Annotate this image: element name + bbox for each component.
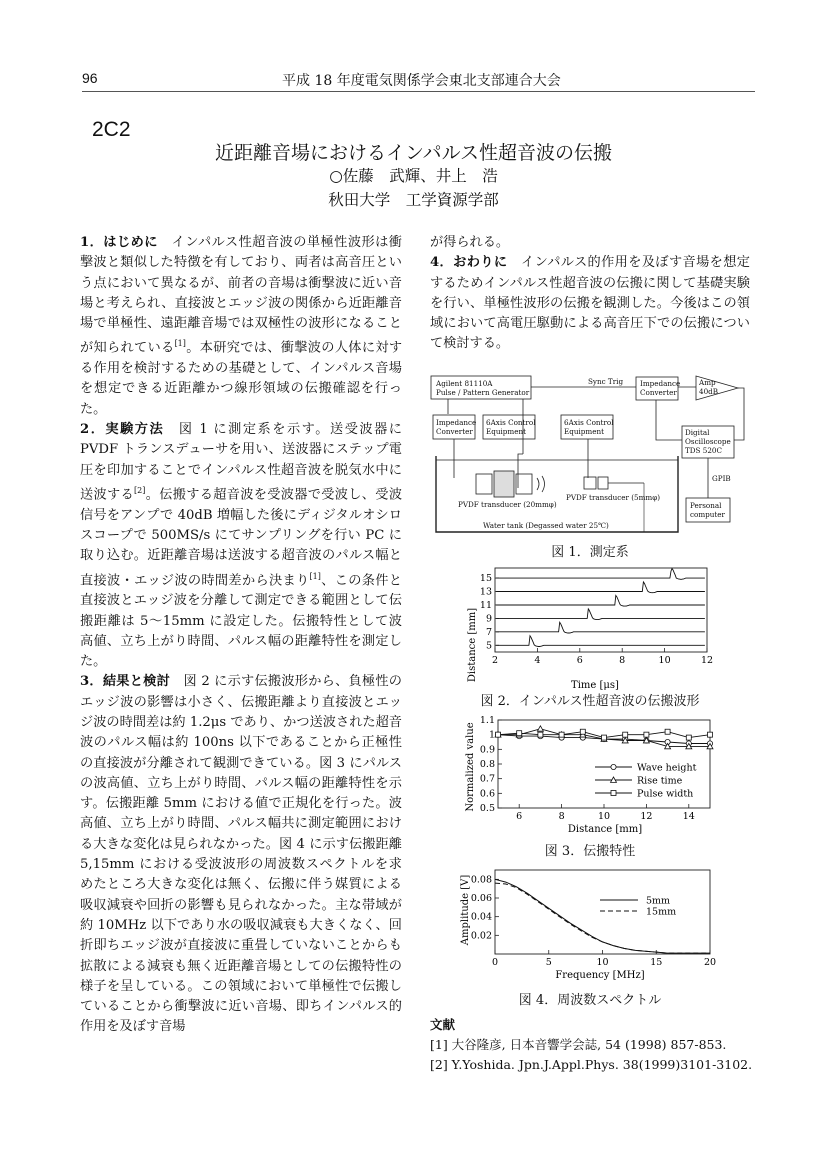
x-tick-label: 15 xyxy=(650,957,663,968)
y-tick-label: 13 xyxy=(479,586,492,598)
y-tick-label: 0.04 xyxy=(470,911,492,923)
section-3 xyxy=(80,672,402,1037)
y-tick-label: 9 xyxy=(485,613,492,625)
pc-label-2: computer xyxy=(690,510,725,519)
x-tick-label: 10 xyxy=(658,655,671,666)
y-axis-label: Normalized value xyxy=(465,722,476,812)
references-heading: 文献 xyxy=(430,1017,456,1032)
x-tick-label: 12 xyxy=(700,655,714,666)
paper-title: 近距離音場におけるインパルス性超音波の伝搬 xyxy=(214,142,613,164)
pulse-gen-label: Pulse / Pattern Generator xyxy=(436,388,530,397)
x-tick-label: 10 xyxy=(597,811,611,822)
data-point xyxy=(537,726,543,731)
data-point xyxy=(602,735,607,740)
legend-label: Rise time xyxy=(637,775,683,787)
agilent-label: Agilent 81110A xyxy=(436,379,493,388)
citation: [1] xyxy=(174,339,186,349)
x-tick-label: 0 xyxy=(491,957,499,968)
y-tick-label: 0.06 xyxy=(470,893,492,904)
legend-label: Pulse width xyxy=(637,788,694,800)
section-1-text-2: 。本研究では、衝撃波の人体に対する作用を検討するための基礎として、インパルス音場を想定できる近距離かつ線形領域の伝搬確認を行った。 xyxy=(80,340,403,417)
data-point xyxy=(623,732,628,737)
section-1-text: インパルス性超音波の単極性波形は衝撃波と類似した特徴を有しており、両者は高音圧という点において異なるが、前者の音場は衝撃波に近い音場と考えられ、直接波とエッジ波の関係から近距離音場で単極性、遠距離音場では双極性の波形になることが知られている xyxy=(80,235,402,356)
x-tick-label: 20 xyxy=(703,957,717,968)
y-tick-label: 11 xyxy=(479,599,492,611)
waveform-trace xyxy=(496,622,705,633)
page-number: 96 xyxy=(82,70,98,86)
data-point xyxy=(708,732,713,737)
citation: [1] xyxy=(309,571,321,581)
header-rule xyxy=(82,91,755,92)
y-tick-label: 1.1 xyxy=(479,715,495,726)
x-axis-label: Frequency [MHz] xyxy=(555,970,645,981)
plot-frame xyxy=(495,568,707,652)
data-point xyxy=(580,729,585,734)
x-tick-label: 12 xyxy=(640,811,653,822)
section-2 xyxy=(80,420,402,672)
data-point xyxy=(538,732,543,737)
waveform-trace xyxy=(496,636,705,647)
waveform-trace xyxy=(496,569,705,580)
references xyxy=(430,1015,760,1075)
x-tick-label: 10 xyxy=(596,957,609,968)
y-tick-label: 0.8 xyxy=(479,759,495,770)
right-column xyxy=(430,233,750,355)
reference-1: [1] 大谷隆彦, 日本音響学会誌, 54 (1998) 857-853. xyxy=(430,1037,727,1052)
data-point xyxy=(665,729,670,734)
figure-2-chart xyxy=(440,560,750,690)
pc-label-1: Personal xyxy=(690,501,722,510)
control-label-2b: Equipment xyxy=(564,427,604,436)
data-point xyxy=(517,731,522,736)
data-point xyxy=(559,732,564,737)
paper-authors: ○佐藤 武輝、井上 浩 xyxy=(329,167,498,185)
section-3-text: 図 2 に示す伝搬波形から、負極性のエッジ波の影響は小さく、伝搬距離より直接波とエッジ波の時間差は約 1.2μs であり、かつ送波された超音波のパルス幅は約 100ns 以下であることから正極性の直接波が分離されて観測できている。図 3 にパルスの波高値、立ち上がり時間、パルス幅の距離特性を示す。伝搬距離 5mm における値で正規化を行った。波高値、立ち上がり時間、パルス幅共に測定範囲における大きな変化は見られなかった。図 4 に示す伝搬距離 5,15mm における受波波形の周波数スペクトルを求めたところ大きな変化は無く、伝搬に伴う媒質による吸収減衰や回折の影響も見られなかった。主な帯域が約 10MHz 以下であり水の吸収減衰も大きくなく、回折即ちエッジ波が直接波に重畳していないことからも拡散による減衰も無く近距離音場としての伝搬特性の様子を呈している。この領域において単極性で伝搬していることから衝撃波に近い音場、即ちインパルス的作用を及ぼす音場 xyxy=(80,674,402,1035)
legend-marker xyxy=(611,764,616,769)
transducer-20mm-label: PVDF transducer (20mmφ) xyxy=(458,500,557,509)
control-label-1a: 6Axis Control xyxy=(486,418,536,427)
x-tick-label: 8 xyxy=(619,655,626,666)
figure-3-chart xyxy=(440,712,750,837)
control-label-1b: Equipment xyxy=(486,427,526,436)
figure-2-caption: 図 2．インパルス性超音波の伝搬波形 xyxy=(480,694,700,709)
section-4 xyxy=(430,253,750,354)
section-2-text-2: 。伝搬する超音波を受波器で受波し、受波信号をアンプで 40dB 増幅した後にディジタルオシロスコープで 500MS/s にてサンプリングを行い PC に取り込む。近距離音場は送波する超音波のパルス幅と直接波・エッジ波の時間差から決まり xyxy=(80,487,403,588)
figure-1-caption: 図 1．測定系 xyxy=(551,545,629,560)
impedance-label-2a: Impedance xyxy=(436,418,477,427)
amp-label-2: 40dB xyxy=(699,387,719,396)
x-tick-label: 8 xyxy=(558,811,565,822)
running-head: 平成 18 年度電気関係学会東北支部連合大会 xyxy=(282,73,561,89)
osc-label-1: Digital xyxy=(685,428,710,437)
y-tick-label: 0.6 xyxy=(479,788,495,800)
x-tick-label: 2 xyxy=(491,655,499,666)
impedance-label-2b: Converter xyxy=(436,427,473,436)
x-axis-label: Time [μs] xyxy=(571,680,619,690)
y-tick-label: 5 xyxy=(485,640,492,652)
data-point xyxy=(644,732,649,737)
y-axis-label: Distance [mm] xyxy=(467,607,478,683)
y-tick-label: 7 xyxy=(485,626,492,638)
data-point xyxy=(496,732,501,737)
x-tick-label: 4 xyxy=(534,655,541,666)
section-2-text: 図 1 に測定系を示す。送受波器にPVDF トランスデューサを用い、送波器にステップ電圧を印加することでインパルス性超音波を脱気水中に送波する xyxy=(80,422,402,503)
section-1 xyxy=(80,233,402,420)
impedance-label-1a: Impedance xyxy=(640,379,681,388)
legend-label: 5mm xyxy=(646,895,671,907)
osc-label-3: TDS 520C xyxy=(685,446,722,455)
y-tick-label: 0.02 xyxy=(470,930,492,942)
amp-label-1: Amp xyxy=(699,378,716,387)
legend-marker xyxy=(611,791,616,796)
y-axis-label: Amplitude [V] xyxy=(460,874,471,946)
section-3-continued: が得られる。 xyxy=(430,235,510,250)
y-tick-label: 15 xyxy=(479,573,492,585)
legend-label: Wave height xyxy=(637,762,697,774)
water-tank-label: Water tank (Degassed water 25℃) xyxy=(483,521,609,530)
gpib-label: GPIB xyxy=(712,474,731,483)
figure-3-caption: 図 3．伝搬特性 xyxy=(544,844,636,859)
x-tick-label: 5 xyxy=(545,957,552,968)
citation: [2] xyxy=(134,485,146,495)
section-2-text-3: 、この条件と直接波とエッジ波を分離して測定できる範囲として伝搬距離は 5～15mm に設定した。伝搬特性として波高値、立ち上がり時間、パルス幅の距離特性を測定した。 xyxy=(80,572,402,670)
left-column xyxy=(80,233,402,1038)
waveform-trace xyxy=(496,609,705,620)
y-tick-label: 0.08 xyxy=(470,874,492,886)
figure-4-caption: 図 4．周波数スペクトル xyxy=(518,993,662,1008)
x-tick-label: 6 xyxy=(516,811,523,822)
waveform-traces xyxy=(496,569,705,647)
sync-trig-label: Sync Trig xyxy=(588,377,624,386)
section-1-heading: 1．はじめに xyxy=(80,235,158,250)
data-point xyxy=(686,735,691,740)
section-2-heading: 2．実験方法 xyxy=(80,422,165,438)
paper-code: 2C2 xyxy=(92,118,131,141)
transducer-5mm-label: PVDF transducer (5mmφ) xyxy=(566,493,661,502)
y-tick-label: 1 xyxy=(488,729,495,741)
figure-4-chart xyxy=(440,862,750,982)
transducer-5mm xyxy=(584,477,596,489)
impedance-label-1b: Converter xyxy=(640,388,677,397)
section-4-text: インパルス的作用を及ぼす音場を想定するためインパルス性超音波の伝搬に関して基礎実験を行い、単極性波形の伝搬を観測した。今後はこの領域において高電圧駆動による高音圧下での伝搬について検討する。 xyxy=(430,255,750,352)
paper-affiliation: 秋田大学 工学資源学部 xyxy=(328,191,499,209)
x-tick-label: 14 xyxy=(682,811,695,822)
x-axis-label: Distance [mm] xyxy=(567,824,643,835)
osc-label-2: Oscilloscope xyxy=(685,437,731,446)
waveform-trace xyxy=(496,596,705,607)
legend-label: 15mm xyxy=(646,906,677,918)
waveform-trace xyxy=(496,582,705,593)
section-3-heading: 3．結果と検討 xyxy=(80,674,171,690)
y-tick-label: 0.5 xyxy=(479,803,495,814)
figure-1-diagram xyxy=(428,370,753,538)
section-4-heading: 4．おわりに xyxy=(430,255,508,271)
y-tick-label: 0.9 xyxy=(479,744,495,756)
x-tick-label: 6 xyxy=(576,655,583,666)
y-tick-label: 0.7 xyxy=(479,773,495,785)
reference-2: [2] Y.Yoshida. Jpn.J.Appl.Phys. 38(1999)3101-3102. xyxy=(430,1057,753,1072)
control-label-2a: 6Axis Control xyxy=(564,418,614,427)
transducer-20mm xyxy=(494,471,514,497)
